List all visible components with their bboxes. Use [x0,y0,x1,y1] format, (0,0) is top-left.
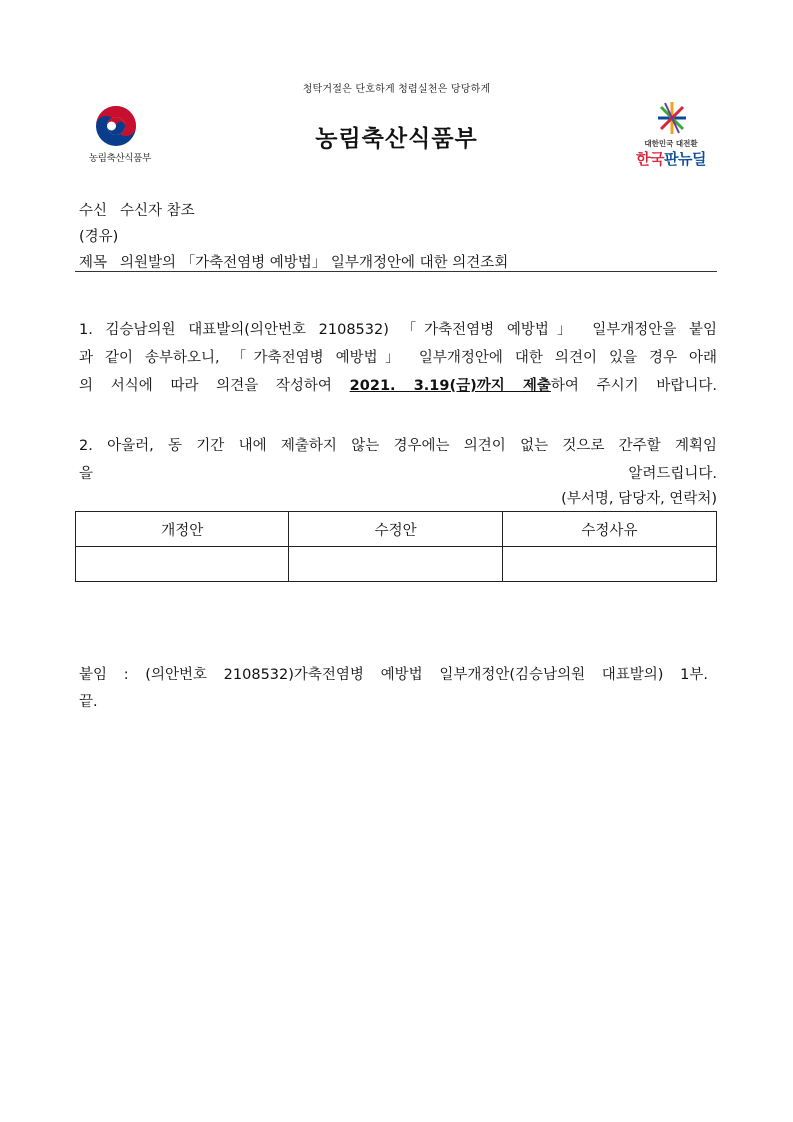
paragraph-1-line-1 [79,316,717,344]
column-header-reason: 수정사유 [502,512,716,547]
revision-cell[interactable] [289,547,502,582]
paragraph-1-line-2 [79,344,717,372]
paragraph-2-line-1 [79,432,717,460]
paragraph-2 [79,432,717,488]
korean-new-deal-logo [625,100,717,172]
recipient-value: 수신자 참조 [120,203,195,219]
paragraph-1-line-3 [79,372,717,400]
subject-label: 제목 [79,255,108,271]
paragraph-1-line-3-pre: 의 서식에 따라 의견을 작성하여 [79,378,350,394]
recipient-label: 수신 [79,203,108,219]
ministry-title: 농림축산식품부 [315,126,478,152]
column-header-amendment: 개정안 [76,512,289,547]
new-deal-name [625,148,717,169]
via-label: (경유) [79,229,119,245]
paragraph-2-line-1-text: 2. 아울러, 동 기간 내에 제출하지 않는 경우에는 의견이 없는 것으로 간주할 계획임 [79,438,717,454]
attachment-end-mark: 끝. [79,694,98,710]
submission-deadline: 2021. 3.19(금)까지 제출 [349,378,551,394]
attachment-note [79,662,719,716]
reason-cell[interactable] [502,547,716,582]
new-deal-name-part2: 판뉴딜 [664,150,706,168]
recipient-line [79,199,195,220]
paragraph-1-line-2-text: 과 같이 송부하오니, 「가축전염병 예방법」 일부개정안에 대한 의견이 있을 경우 아래 [79,350,717,366]
attachment-line-1-text: 붙임 : (의안번호 2108532)가축전염병 예방법 일부개정안(김승남의원 대표발의) 1부. [79,667,708,683]
via-line [79,225,118,246]
new-deal-name-part1: 한국 [636,150,664,168]
new-deal-slogan: 대한민국 대전환 [644,139,698,148]
subject-value: 의원발의 「가축전염병 예방법」 일부개정안에 대한 의견조회 [120,255,509,271]
table-header-row [76,512,717,547]
slogan: 청탁거절은 단호하게 청렴실천은 당당하게 [302,84,491,95]
attachment-line-1 [79,662,708,689]
paragraph-1 [79,316,717,400]
paragraph-2-line-2: 을 알려드립니다. [79,466,717,482]
paragraph-1-line-3-post: 하여 주시기 바랍니다. [550,378,718,394]
sender-note: (부서명, 담당자, 연락처) [561,491,717,507]
ministry-logo-text: 농림축산식품부 [88,153,152,164]
new-deal-burst-icon [655,100,689,136]
column-header-revision: 수정안 [289,512,502,547]
subject-line [79,251,508,272]
header-divider [75,271,717,272]
table-row [76,547,717,582]
opinion-form-table [75,511,717,582]
paragraph-1-line-1-text: 1. 김승남의원 대표발의(의안번호 2108532) 「가축전염병 예방법」 일부개정안을 붙임 [79,322,717,338]
amendment-cell[interactable] [76,547,289,582]
